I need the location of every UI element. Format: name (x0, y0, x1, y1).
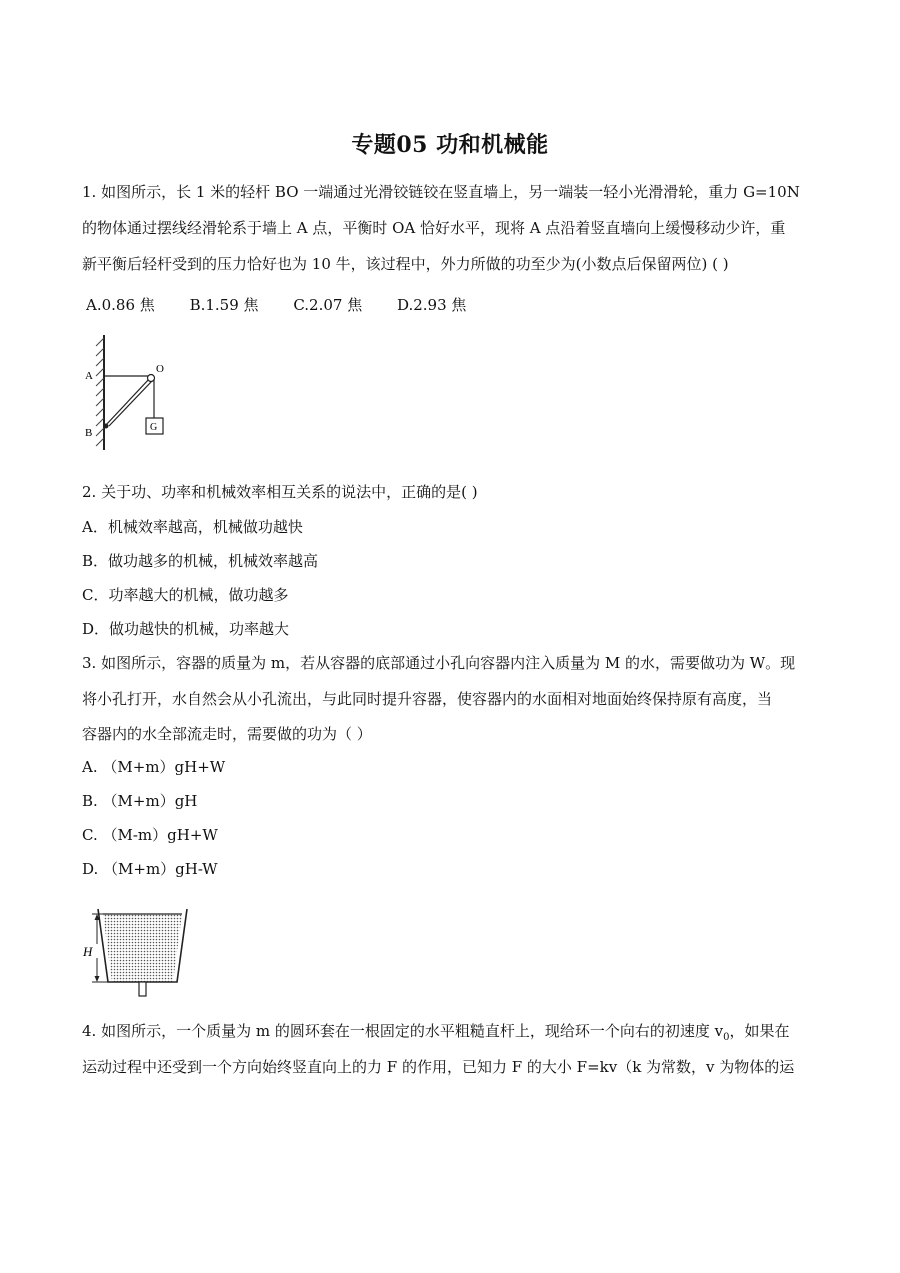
q3-line-3: 容器内的水全部流走时，需要做的功为（ ） (82, 725, 372, 743)
q2-option-a[interactable]: A．机械效率越高，机械做功越快 (82, 518, 303, 536)
q4-subscript: 0 (723, 1032, 730, 1043)
q4-line-2: 运动过程中还受到一个方向始终竖直向上的力 F 的作用，已知力 F 的大小 F=kv（k 为常数，v 为物体的运 (82, 1058, 795, 1076)
q2-option-d[interactable]: D．做功越快的机械，功率越大 (82, 620, 290, 638)
q1-label-b: B (85, 427, 93, 439)
q4-line-1-text: 4. 如图所示，一个质量为 m 的圆环套在一根固定的水平粗糙直杆上，现给环一个向右的初速度 v (82, 1022, 724, 1040)
q1-options (86, 294, 496, 315)
q2-option-b[interactable]: B．做功越多的机械，机械效率越高 (82, 552, 319, 570)
q3-line-2: 将小孔打开，水自然会从小孔流出，与此同时提升容器，使容器内的水面相对地面始终保持原有高度，当 (82, 690, 773, 708)
q1-label-g: G (150, 422, 158, 433)
q1-label-o: O (156, 363, 164, 375)
q3-line-1: 3. 如图所示，容器的质量为 m，若从容器的底部通过小孔向容器内注入质量为 M 的水，需要做功为 W。现 (82, 654, 796, 672)
q1-option-c[interactable]: C.2.07 焦 (293, 296, 363, 314)
q3-option-b[interactable]: B. （M+m）gH (82, 792, 198, 810)
q1-line-3: 新平衡后轻杆受到的压力恰好也为 10 牛，该过程中，外力所做的功至少为(小数点后保留两位) ( ) (82, 255, 729, 273)
q3-option-a[interactable]: A. （M+m）gH+W (82, 758, 226, 776)
q4-line-1 (82, 1021, 789, 1048)
q3-option-c[interactable]: C. （M-m）gH+W (82, 826, 218, 844)
q1-line-2: 的物体通过摆线经滑轮系于墙上 A 点，平衡时 OA 恰好水平，现将 A 点沿着竖直墙向上缓慢移动少许，重 (82, 219, 786, 237)
q2-stem: 2. 关于功、功率和机械效率相互关系的说法中，正确的是( ) (82, 483, 478, 501)
q3-figure (80, 902, 195, 1002)
q2-option-c[interactable]: C．功率越大的机械，做功越多 (82, 586, 289, 604)
page-title: 专题05 功和机械能 (351, 132, 549, 158)
q1-label-a: A (85, 370, 93, 382)
q1-figure (80, 330, 190, 455)
q1-line-1: 1. 如图所示，长 1 米的轻杆 BO 一端通过光滑铰链铰在竖直墙上，另一端装一轻小光滑滑轮，重力 G=10N (82, 183, 800, 201)
q1-option-b[interactable]: B.1.59 焦 (189, 296, 259, 314)
q1-option-a[interactable]: A.0.86 焦 (86, 296, 155, 314)
q1-option-d[interactable]: D.2.93 焦 (396, 296, 467, 314)
q4-line-1-end: ，如果在 (729, 1022, 790, 1040)
q3-option-d[interactable]: D. （M+m）gH-W (82, 860, 218, 878)
q3-label-h: H (83, 944, 93, 959)
